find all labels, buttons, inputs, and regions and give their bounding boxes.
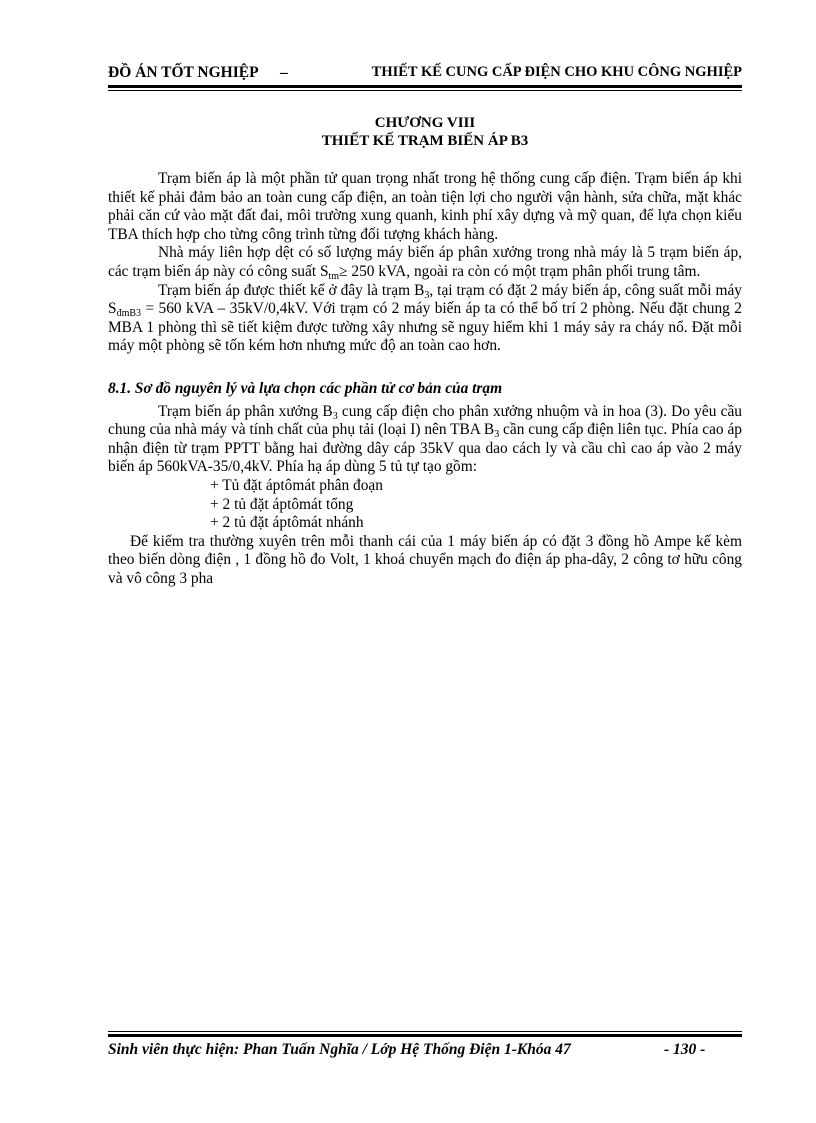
header-rule-thin [108, 90, 742, 91]
page-footer [108, 1041, 742, 1059]
header-rule-thick [108, 85, 742, 88]
section-paragraph-1: Trạm biến áp phân xưởng $B_3$ cung cấp điện cho phân xưởng nhuộm và in hoa (3). Do yêu cầu chung của nhà máy và tính chất của phụ tải (loại I) nên TBA $B_3$ cần cung cấp điện liên tục. Phía cao áp nhận điện từ trạm PPTT bằng hai đường dây cáp 35kV qua dao cách ly và cầu chì cao áp vào 2 máy biến áp 560kVA-35/0,4kV. Phía hạ áp dùng 5 tủ tự tạo gồm: [108, 402, 742, 476]
section-paragraph-2: Để kiểm tra thường xuyên trên mỗi thanh cái của 1 máy biến áp có đặt 3 đồng hồ Ampe kế kèm theo biến dòng điện , 1 đồng hồ đo Volt, 1 khoá chuyển mạch đo điện áp pha-dây, 2 công tơ hữu công và vô công 3 pha [108, 532, 742, 587]
list-item: + Tủ đặt áptômát phân đoạn [210, 476, 383, 494]
page-header [108, 62, 742, 84]
paragraph-3: Trạm biến áp được thiết kế ở đây là trạm $B_3$, tại trạm có đặt 2 máy biến áp, công suất mỗi máy $S_{đmB3} = 560$ kVA – 35kV/0,4kV. Với trạm có 2 máy biến áp ta có thể bố trí 2 phòng. Nếu đặt chung 2 MBA 1 phòng thì sẽ tiết kiệm được tường xây nhưng sẽ nguy hiểm khi 1 máy sảy ra cháy nổ. Đặt mỗi máy một phòng sẽ tốn kém hơn nhưng mức độ an toàn cao hơn. [108, 281, 742, 355]
chapter-number: CHƯƠNG VIII [374, 115, 476, 131]
list-item: + 2 tủ đặt áptômát nhánh [210, 514, 364, 532]
paragraph-1: Trạm biến áp là một phần tử quan trọng nhất trong hệ thống cung cấp điện. Trạm biến áp khi thiết kế phải đảm bảo an toàn cung cấp điện, an toàn tiện lợi cho người vận hành, sửa chữa, mặt khác phải căn cứ vào mặt đất đai, môi trường xung quanh, kinh phí xây dựng và mỹ quan, để lựa chọn kiểu TBA thích hợp cho từng công trình từng đối tượng khách hàng. [108, 170, 742, 243]
header-left: ĐỒ ÁN TỐT NGHIỆP [108, 64, 259, 81]
paragraph-2: Nhà máy liên hợp dệt có số lượng máy biến áp phân xưởng trong nhà máy là 5 trạm biến áp, các trạm biến áp này có công suất $S_{tm}\ge 250$ kVA, ngoài ra còn có một trạm phân phối trung tâm. [108, 244, 742, 282]
footer-rule-thick [108, 1034, 742, 1037]
page-number: - 130 - [664, 1041, 706, 1058]
footer-rule-thin [108, 1031, 742, 1032]
section-heading: 8.1. Sơ đồ nguyên lý và lựa chọn các phần tử cơ bản của trạm [108, 379, 503, 397]
chapter-titles [108, 114, 742, 150]
document-body [108, 170, 742, 588]
footer-text: Sinh viên thực hiện: Phan Tuấn Nghĩa / Lớp Hệ Thống Điện 1-Khóa 47 [108, 1041, 571, 1058]
header-separator: – [280, 64, 288, 81]
list-item: + 2 tủ đặt áptômát tổng [210, 495, 354, 513]
header-right: THIẾT KẾ CUNG CẤP ĐIỆN CHO KHU CÔNG NGHIỆP [371, 64, 742, 80]
chapter-title: THIẾT KẾ TRẠM BIẾN ÁP B3 [321, 133, 529, 149]
